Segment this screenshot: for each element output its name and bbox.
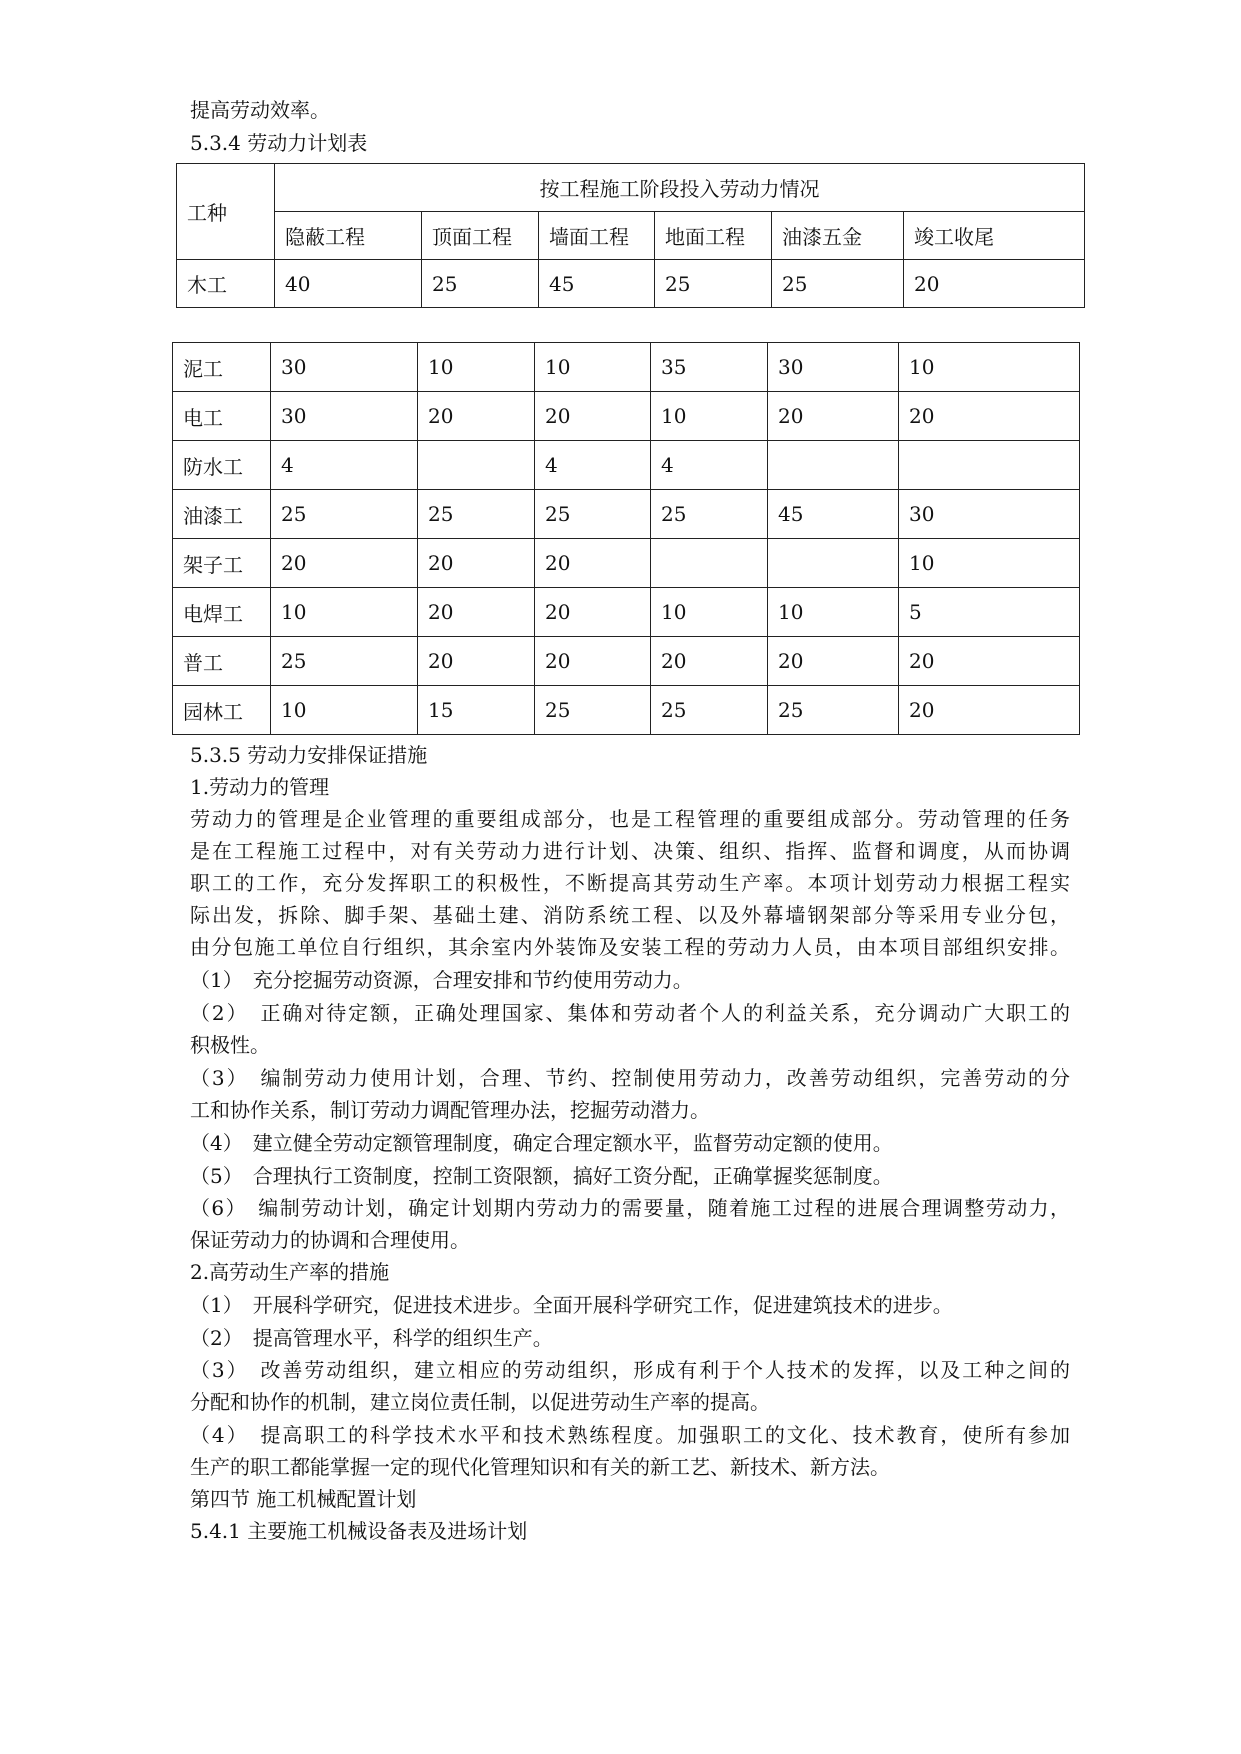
- value-cell: 25: [535, 686, 651, 735]
- stage-header: 地面工程: [655, 212, 772, 260]
- stage-group-header: 按工程施工阶段投入劳动力情况: [275, 164, 1085, 212]
- value-cell: 45: [768, 490, 899, 539]
- table-row: [173, 441, 1080, 490]
- value-cell: 25: [772, 260, 904, 308]
- value-cell: 20: [271, 539, 418, 588]
- intro-line: 提高劳动效率。: [190, 98, 330, 122]
- value-cell: 30: [768, 343, 899, 392]
- trade-type-header: 工种: [177, 164, 275, 260]
- productivity-item-2: （2） 提高管理水平，科学的组织生产。: [190, 1326, 553, 1350]
- measure-item-6: （6） 编制劳动计划，确定计划期内劳动力的需要量，随着施工过程的进展合理调整劳动力，: [190, 1196, 1070, 1220]
- labor-plan-table-part1: [176, 163, 1085, 308]
- trade-cell: 泥工: [173, 343, 271, 392]
- value-cell: 25: [768, 686, 899, 735]
- value-cell: 15: [418, 686, 535, 735]
- value-cell: 20: [535, 539, 651, 588]
- value-cell: 30: [271, 343, 418, 392]
- paragraph-line: 际出发，拆除、脚手架、基础土建、消防系统工程、以及外幕墙钢架部分等采用专业分包，: [190, 903, 1070, 927]
- table-row: [173, 343, 1080, 392]
- stage-header: 油漆五金: [772, 212, 904, 260]
- value-cell: 20: [904, 260, 1085, 308]
- table-row: [173, 490, 1080, 539]
- paragraph-line: 由分包施工单位自行组织，其余室内外装饰及安装工程的劳动力人员，由本项目部组织安排。: [190, 935, 1070, 959]
- table-row: [173, 392, 1080, 441]
- value-cell: 4: [271, 441, 418, 490]
- value-cell: 25: [418, 490, 535, 539]
- subheading-productivity: 2.高劳动生产率的措施: [190, 1260, 390, 1284]
- value-cell: [418, 441, 535, 490]
- value-cell: 20: [899, 637, 1080, 686]
- table-header-row: [177, 164, 1085, 212]
- stage-header-row: [177, 212, 1085, 260]
- trade-cell: 防水工: [173, 441, 271, 490]
- value-cell: 20: [418, 588, 535, 637]
- value-cell: 25: [651, 686, 768, 735]
- labor-plan-table-part2: [172, 342, 1080, 735]
- value-cell: 10: [271, 588, 418, 637]
- value-cell: 40: [275, 260, 422, 308]
- paragraph-line: 劳动力的管理是企业管理的重要组成部分，也是工程管理的重要组成部分。劳动管理的任务: [190, 807, 1070, 831]
- value-cell: [899, 441, 1080, 490]
- section-heading-5-3-4: 5.3.4 劳动力计划表: [190, 131, 368, 155]
- measure-item-4: （4） 建立健全劳动定额管理制度，确定合理定额水平，监督劳动定额的使用。: [190, 1131, 893, 1155]
- value-cell: 10: [899, 539, 1080, 588]
- value-cell: 5: [899, 588, 1080, 637]
- value-cell: 10: [535, 343, 651, 392]
- value-cell: 4: [651, 441, 768, 490]
- table-row: [173, 637, 1080, 686]
- measure-item-5: （5） 合理执行工资制度，控制工资限额，搞好工资分配，正确掌握奖惩制度。: [190, 1164, 893, 1188]
- value-cell: 10: [271, 686, 418, 735]
- measure-item-2-continued: 积极性。: [190, 1033, 270, 1057]
- value-cell: 35: [651, 343, 768, 392]
- value-cell: 10: [418, 343, 535, 392]
- trade-cell: 木工: [177, 260, 275, 308]
- value-cell: 45: [539, 260, 655, 308]
- stage-header: 隐蔽工程: [275, 212, 422, 260]
- value-cell: 20: [899, 686, 1080, 735]
- value-cell: 20: [535, 637, 651, 686]
- trade-cell: 电工: [173, 392, 271, 441]
- table-row: [177, 260, 1085, 308]
- stage-header: 顶面工程: [422, 212, 539, 260]
- value-cell: 30: [271, 392, 418, 441]
- trade-cell: 园林工: [173, 686, 271, 735]
- value-cell: 25: [535, 490, 651, 539]
- section-heading-5-3-5: 5.3.5 劳动力安排保证措施: [190, 743, 428, 767]
- productivity-item-3: （3） 改善劳动组织，建立相应的劳动组织，形成有利于个人技术的发挥，以及工种之间的: [190, 1358, 1070, 1382]
- section-heading-5-4-1: 5.4.1 主要施工机械设备表及进场计划: [190, 1519, 528, 1543]
- value-cell: 20: [651, 637, 768, 686]
- value-cell: 25: [655, 260, 772, 308]
- value-cell: 20: [418, 392, 535, 441]
- value-cell: 10: [899, 343, 1080, 392]
- value-cell: 25: [271, 490, 418, 539]
- paragraph-line: 是在工程施工过程中，对有关劳动力进行计划、决策、组织、指挥、监督和调度，从而协调: [190, 839, 1070, 863]
- value-cell: 25: [651, 490, 768, 539]
- value-cell: 4: [535, 441, 651, 490]
- value-cell: 30: [899, 490, 1080, 539]
- measure-item-6-continued: 保证劳动力的协调和合理使用。: [190, 1228, 470, 1252]
- trade-cell: 普工: [173, 637, 271, 686]
- value-cell: 25: [422, 260, 539, 308]
- table-row: [173, 588, 1080, 637]
- stage-header: 竣工收尾: [904, 212, 1085, 260]
- paragraph-line: 职工的工作，充分发挥职工的积极性，不断提高其劳动生产率。本项计划劳动力根据工程实: [190, 871, 1070, 895]
- stage-header: 墙面工程: [539, 212, 655, 260]
- measure-item-2: （2） 正确对待定额，正确处理国家、集体和劳动者个人的利益关系，充分调动广大职工的: [190, 1001, 1070, 1025]
- value-cell: 20: [768, 637, 899, 686]
- table-row: [173, 686, 1080, 735]
- productivity-item-4: （4） 提高职工的科学技术水平和技术熟练程度。加强职工的文化、技术教育，使所有参加: [190, 1423, 1070, 1447]
- value-cell: 10: [768, 588, 899, 637]
- productivity-item-1: （1） 开展科学研究，促进技术进步。全面开展科学研究工作，促进建筑技术的进步。: [190, 1293, 953, 1317]
- productivity-item-4-continued: 生产的职工都能掌握一定的现代化管理知识和有关的新工艺、新技术、新方法。: [190, 1455, 890, 1479]
- trade-cell: 架子工: [173, 539, 271, 588]
- value-cell: 10: [651, 588, 768, 637]
- measure-item-3: （3） 编制劳动力使用计划，合理、节约、控制使用劳动力，改善劳动组织，完善劳动的分: [190, 1066, 1070, 1090]
- value-cell: 20: [899, 392, 1080, 441]
- measure-item-1: （1） 充分挖掘劳动资源，合理安排和节约使用劳动力。: [190, 968, 693, 992]
- section-heading-4: 第四节 施工机械配置计划: [190, 1487, 417, 1511]
- value-cell: 20: [535, 392, 651, 441]
- value-cell: 25: [271, 637, 418, 686]
- value-cell: [768, 441, 899, 490]
- value-cell: [768, 539, 899, 588]
- value-cell: 20: [418, 637, 535, 686]
- value-cell: [651, 539, 768, 588]
- trade-cell: 电焊工: [173, 588, 271, 637]
- trade-cell: 油漆工: [173, 490, 271, 539]
- productivity-item-3-continued: 分配和协作的机制，建立岗位责任制，以促进劳动生产率的提高。: [190, 1390, 770, 1414]
- measure-item-3-continued: 工和协作关系，制订劳动力调配管理办法，挖掘劳动潜力。: [190, 1098, 710, 1122]
- value-cell: 20: [768, 392, 899, 441]
- table-row: [173, 539, 1080, 588]
- subheading-labor-management: 1.劳动力的管理: [190, 775, 330, 799]
- value-cell: 20: [535, 588, 651, 637]
- value-cell: 10: [651, 392, 768, 441]
- value-cell: 20: [418, 539, 535, 588]
